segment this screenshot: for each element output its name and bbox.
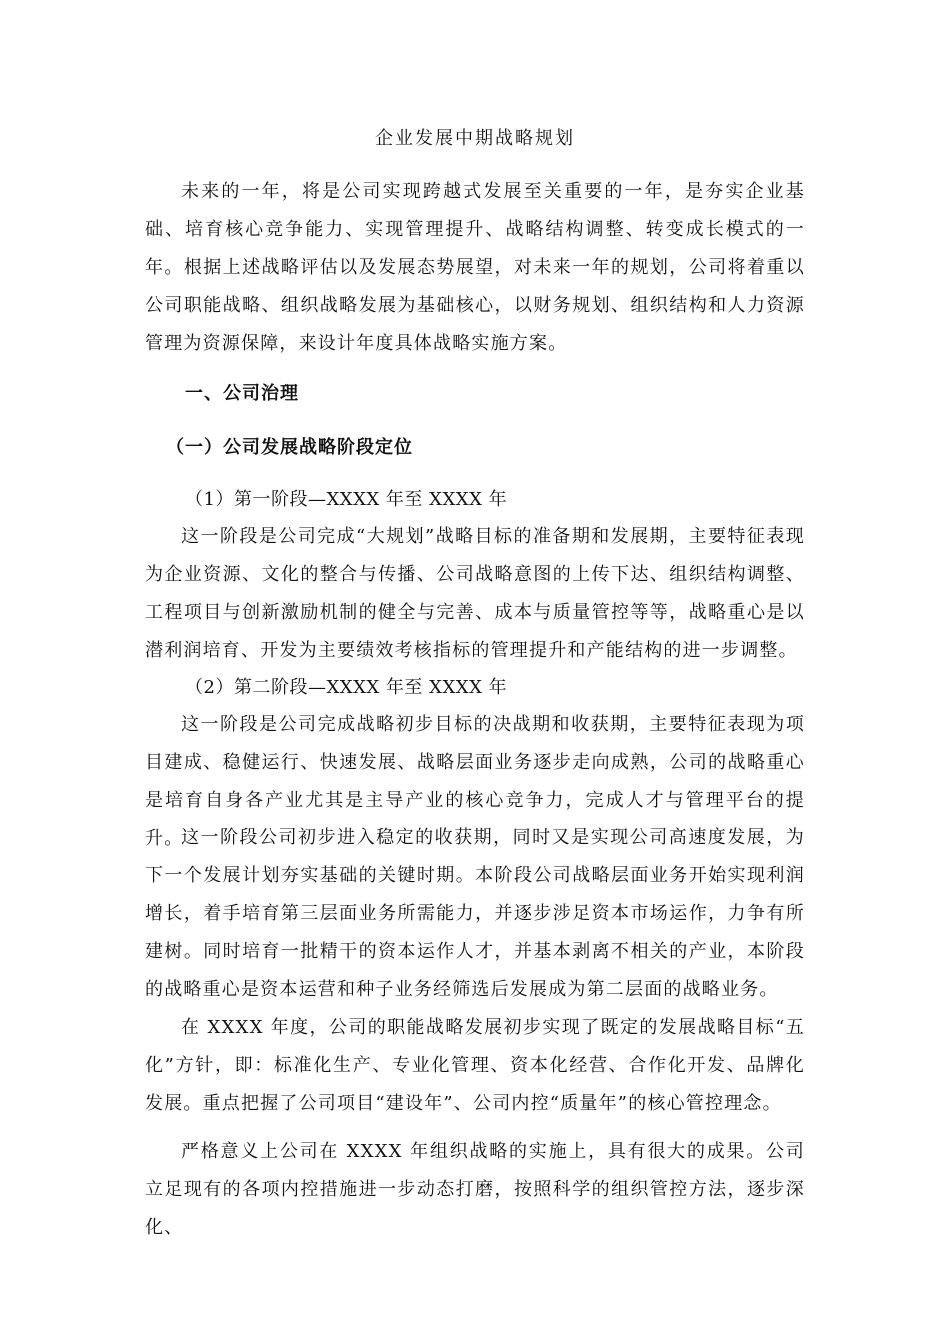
stage-one-paragraph: 这一阶段是公司完成“大规划”战略目标的准备期和发展期，主要特征表现为企业资源、文化的整合与传播、公司战略意图的上传下达、组织结构调整、工程项目与创新激励机制的健全与完善、成本与质量管控等等，战略重心是以潜利润培育、开发为主要绩效考核指标的管理提升和产能结构的进一步调整。 [145,526,805,661]
stage-two-paragraph: 这一阶段是公司完成战略初步目标的决战期和收获期，主要特征表现为项目建成、稳健运行、快速发展、战略层面业务逐步走向成熟，公司的战略重心是培育自身各产业尤其是主导产业的核心竞争力，完成人才与管理平台的提升。 [145,714,805,849]
document-title: 企业发展中期战略规划 [375,128,575,149]
stage-two-followup-paragraph: 这一阶段公司初步进入稳定的收获期，同时又是实现公司高速度发展，为下一个发展计划夯实基础的关键时期。本阶段公司战略层面业务开始实现利润增长，着手培育第三层面业务所需能力，并逐步涉足资本市场运作，力争有所建树。同时培育一批精干的资本运作人才，并基本剥离不相关的产业，本阶段的战略重心是资本运营和种子业务经筛选后发展成为第二层面的战略业务。 [145,827,805,1000]
section-heading-governance: 一、公司治理 [185,383,299,404]
stage-two-title: （2）第二阶段—XXXX 年至 XXXX 年 [185,677,508,698]
subsection-heading-stage-positioning: （一）公司发展战略阶段定位 [166,437,413,458]
annual-functional-strategy-paragraph: 在 XXXX 年度，公司的职能战略发展初步实现了既定的发展战略目标“五化”方针，即：标准化生产、专业化管理、资本化经营、合作化开发、品牌化发展。重点把握了公司项目“建设年”、公司内控“质量年”的核心管控理念。 [145,1017,805,1114]
organizational-strategy-paragraph: 严格意义上公司在 XXXX 年组织战略的实施上，具有很大的成果。公司立足现有的各项内控措施进一步动态打磨，按照科学的组织管控方法，逐步深化、 [145,1141,805,1238]
stage-one-title: （1）第一阶段—XXXX 年至 XXXX 年 [185,489,508,510]
intro-paragraph: 未来的一年，将是公司实现跨越式发展至关重要的一年，是夯实企业基础、培育核心竞争能力、实现管理提升、战略结构调整、转变成长模式的一年。根据上述战略评估以及发展态势展望，对未来一年的规划，公司将着重以公司职能战略、组织战略发展为基础核心，以财务规划、组织结构和人力资源管理为资源保障，来设计年度具体战略实施方案。 [145,181,805,354]
